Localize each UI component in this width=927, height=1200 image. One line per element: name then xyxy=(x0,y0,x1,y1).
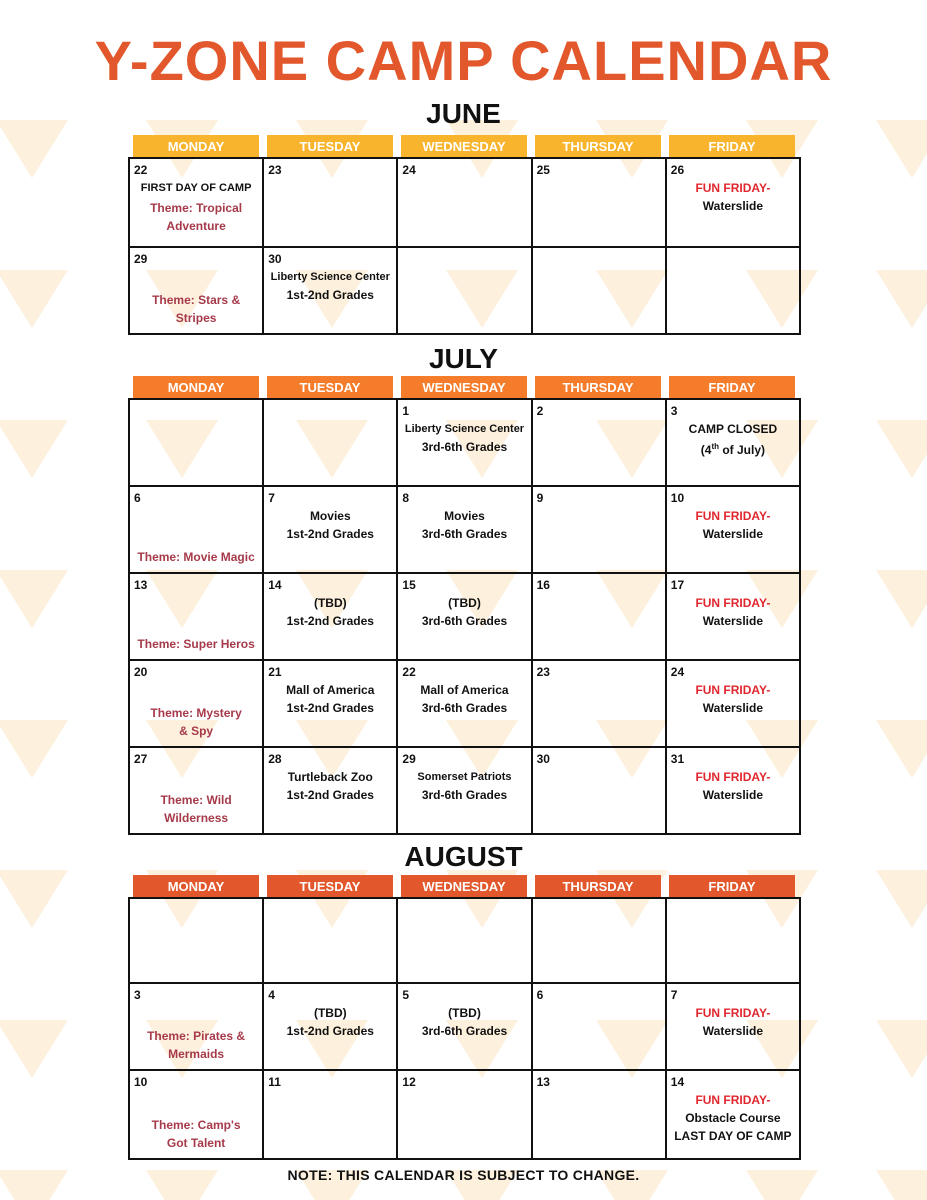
day-cell xyxy=(398,899,532,984)
theme-line: Theme: Mystery xyxy=(150,706,242,720)
day-header-wednesday: WEDNESDAY xyxy=(401,376,527,398)
month-title-july: JULY xyxy=(428,343,498,374)
date-number: 15 xyxy=(402,578,416,592)
date-number: 7 xyxy=(268,491,275,505)
day-cell xyxy=(264,574,398,661)
date-number: 25 xyxy=(536,163,550,177)
day-cell xyxy=(264,248,398,335)
date-number: 13 xyxy=(536,1075,550,1089)
date-number: 11 xyxy=(268,1075,281,1089)
theme-label xyxy=(132,199,260,235)
day-cell xyxy=(667,1071,801,1160)
event-line: 1st-2nd Grades xyxy=(286,614,374,628)
day-cell xyxy=(264,661,398,748)
day-header-wednesday: WEDNESDAY xyxy=(401,135,527,157)
month-title-june: JUNE xyxy=(426,98,501,129)
date-number: 5 xyxy=(402,988,410,1002)
day-header-thursday: THURSDAY xyxy=(535,376,661,398)
event-line: Liberty Science Center xyxy=(404,423,525,435)
event-content xyxy=(669,179,797,215)
theme-line: Theme: Tropical xyxy=(150,201,243,215)
background-triangle xyxy=(876,1020,927,1078)
day-header-friday: FRIDAY xyxy=(669,376,795,398)
background-triangle xyxy=(876,720,927,778)
event-content xyxy=(132,179,260,197)
event-line: Mall of America xyxy=(420,683,509,697)
background-triangle xyxy=(0,570,68,628)
day-header-monday: MONDAY xyxy=(133,376,259,398)
date-number: 23 xyxy=(536,665,550,679)
event-line: Liberty Science Center xyxy=(270,271,390,283)
day-cell xyxy=(533,400,667,487)
date-number: 31 xyxy=(670,752,685,766)
event-content xyxy=(669,768,797,804)
date-number: 2 xyxy=(536,404,544,418)
day-cell xyxy=(264,899,398,984)
background-triangle xyxy=(0,420,68,478)
theme-label xyxy=(132,635,260,653)
event-line: LAST DAY OF CAMP xyxy=(674,1129,792,1143)
event-line: 1st-2nd Grades xyxy=(286,788,374,802)
day-cell xyxy=(533,159,667,248)
event-line: 3rd-6th Grades xyxy=(421,701,508,715)
background-triangle xyxy=(876,270,927,328)
background-triangle xyxy=(876,570,927,628)
day-cell xyxy=(533,487,667,574)
event-content xyxy=(400,420,528,456)
background-triangle xyxy=(876,870,927,928)
event-line: CAMP CLOSED xyxy=(688,422,778,436)
theme-line: Theme: Pirates & xyxy=(147,1029,246,1043)
date-number: 29 xyxy=(134,252,148,266)
day-header-tuesday: TUESDAY xyxy=(267,376,393,398)
page-title: Y-ZONE CAMP CALENDAR xyxy=(94,29,833,92)
day-cell xyxy=(130,400,264,487)
event-line: Movies xyxy=(309,509,351,523)
day-cell xyxy=(398,400,532,487)
date-number: 20 xyxy=(134,665,148,679)
theme-label xyxy=(132,704,260,740)
date-number: 29 xyxy=(402,752,416,766)
day-cell xyxy=(533,248,667,335)
date-number: 13 xyxy=(134,578,148,592)
day-header-thursday: THURSDAY xyxy=(535,135,661,157)
event-line: Waterslide xyxy=(702,199,764,213)
event-content xyxy=(266,507,394,543)
event-line: Movies xyxy=(444,509,485,523)
fun-friday-label: FUN FRIDAY- xyxy=(695,770,771,784)
event-line: Mall of America xyxy=(286,683,375,697)
date-number: 22 xyxy=(402,665,416,679)
date-number: 28 xyxy=(268,752,282,766)
date-number: 16 xyxy=(536,578,550,592)
date-number: 7 xyxy=(670,988,678,1002)
date-number: 27 xyxy=(134,752,148,766)
date-number: 23 xyxy=(268,163,282,177)
day-cell xyxy=(398,748,532,835)
date-number: 17 xyxy=(670,578,685,592)
date-number: 3 xyxy=(134,988,141,1002)
day-cell xyxy=(130,899,264,984)
day-header-friday: FRIDAY xyxy=(669,875,795,897)
event-line: Somerset Patriots xyxy=(417,771,512,783)
day-cell xyxy=(533,984,667,1071)
event-line: (TBD) xyxy=(313,1006,347,1020)
event-line: 1st-2nd Grades xyxy=(286,701,374,715)
background-triangle xyxy=(0,870,68,928)
event-line: Obstacle Course xyxy=(685,1111,781,1125)
event-line: Turtleback Zoo xyxy=(287,770,373,784)
date-number: 14 xyxy=(268,578,282,592)
date-number: 4 xyxy=(268,988,275,1002)
date-number: 10 xyxy=(670,491,685,505)
background-triangle xyxy=(0,270,68,328)
background-triangle xyxy=(0,1020,68,1078)
event-line: 1st-2nd Grades xyxy=(286,527,374,541)
day-cell xyxy=(667,899,801,984)
event-content xyxy=(669,681,797,717)
day-cell xyxy=(130,159,264,248)
day-cell xyxy=(130,748,264,835)
theme-line: Theme: Super Heros xyxy=(137,637,255,651)
day-cell xyxy=(667,487,801,574)
event-line: (TBD) xyxy=(448,1006,481,1020)
day-cell xyxy=(398,984,532,1071)
event-content xyxy=(400,1004,528,1040)
day-cell xyxy=(264,487,398,574)
fun-friday-label: FUN FRIDAY- xyxy=(695,509,771,523)
day-cell xyxy=(264,159,398,248)
theme-label xyxy=(132,548,260,566)
calendar-grid-june xyxy=(128,157,801,335)
theme-line: Theme: Camp's xyxy=(151,1118,241,1132)
event-content xyxy=(266,1004,394,1040)
date-number: 24 xyxy=(670,665,685,679)
theme-line: Theme: Movie Magic xyxy=(137,550,255,564)
day-cell xyxy=(398,487,532,574)
calendar-grid-august xyxy=(128,897,801,1160)
day-cell xyxy=(533,899,667,984)
event-content xyxy=(400,681,528,717)
event-line: 1st-2nd Grades xyxy=(286,288,374,302)
day-header-monday: MONDAY xyxy=(133,875,259,897)
event-line: 3rd-6th Grades xyxy=(421,440,508,454)
date-number: 14 xyxy=(670,1075,685,1089)
day-cell xyxy=(398,661,532,748)
background-triangle xyxy=(876,420,927,478)
day-header-row-june xyxy=(133,135,795,157)
theme-line: Theme: Wild xyxy=(160,793,232,807)
event-content xyxy=(266,768,394,804)
day-cell xyxy=(667,984,801,1071)
day-cell xyxy=(398,574,532,661)
theme-line: Theme: Stars & Stripes xyxy=(152,293,241,325)
event-line: Waterslide xyxy=(702,788,764,802)
day-cell xyxy=(667,748,801,835)
day-cell xyxy=(533,574,667,661)
event-line: Waterslide xyxy=(702,1024,764,1038)
day-header-tuesday: TUESDAY xyxy=(267,135,393,157)
event-content xyxy=(669,420,797,459)
theme-line: Adventure xyxy=(166,219,226,233)
event-content xyxy=(669,1091,797,1145)
date-number: 30 xyxy=(536,752,550,766)
theme-label xyxy=(132,791,260,827)
event-line: 1st-2nd Grades xyxy=(286,1024,374,1038)
fun-friday-label: FUN FRIDAY- xyxy=(695,1006,771,1020)
day-cell xyxy=(533,1071,667,1160)
month-title-august: AUGUST xyxy=(404,841,523,872)
date-number: 6 xyxy=(536,988,544,1002)
day-cell xyxy=(667,400,801,487)
day-cell xyxy=(264,1071,398,1160)
event-line: 3rd-6th Grades xyxy=(421,1024,508,1038)
day-cell xyxy=(667,574,801,661)
day-cell xyxy=(264,748,398,835)
event-content xyxy=(400,594,528,630)
day-cell xyxy=(130,1071,264,1160)
date-number: 22 xyxy=(134,163,148,177)
day-cell xyxy=(264,984,398,1071)
day-cell xyxy=(130,248,264,335)
day-cell xyxy=(130,984,264,1071)
day-header-thursday: THURSDAY xyxy=(535,875,661,897)
event-content xyxy=(669,594,797,630)
day-header-tuesday: TUESDAY xyxy=(267,875,393,897)
date-number: 3 xyxy=(670,404,678,418)
day-cell xyxy=(130,574,264,661)
event-line: FIRST DAY OF CAMP xyxy=(140,182,252,194)
background-triangle xyxy=(0,720,68,778)
date-number: 26 xyxy=(670,163,685,177)
date-number: 21 xyxy=(268,665,282,679)
day-header-monday: MONDAY xyxy=(133,135,259,157)
day-cell xyxy=(667,248,801,335)
day-cell xyxy=(667,159,801,248)
date-number: 9 xyxy=(536,491,544,505)
event-content xyxy=(400,768,528,804)
theme-line: Wilderness xyxy=(164,811,229,825)
theme-label xyxy=(132,1027,260,1063)
day-header-wednesday: WEDNESDAY xyxy=(401,875,527,897)
event-line: Waterslide xyxy=(702,614,764,628)
day-header-friday: FRIDAY xyxy=(669,135,795,157)
event-content xyxy=(669,1004,797,1040)
event-line: Waterslide xyxy=(702,701,764,715)
event-content xyxy=(266,268,394,304)
theme-label xyxy=(132,291,260,327)
day-header-row-july xyxy=(133,376,795,398)
day-cell xyxy=(533,661,667,748)
event-content xyxy=(400,507,528,543)
day-cell xyxy=(130,487,264,574)
theme-line: & Spy xyxy=(179,724,214,738)
event-content xyxy=(266,681,394,717)
calendar-grid-july xyxy=(128,398,801,835)
day-cell xyxy=(398,1071,532,1160)
date-number: 24 xyxy=(402,163,416,177)
fun-friday-label: FUN FRIDAY- xyxy=(695,596,771,610)
date-number: 10 xyxy=(134,1075,148,1089)
day-cell xyxy=(264,400,398,487)
date-number: 1 xyxy=(402,404,410,418)
event-line: (TBD) xyxy=(448,596,481,610)
day-cell xyxy=(533,748,667,835)
fun-friday-label: FUN FRIDAY- xyxy=(695,683,771,697)
day-cell xyxy=(130,661,264,748)
event-line: 3rd-6th Grades xyxy=(421,527,508,541)
theme-label xyxy=(132,1116,260,1152)
date-number: 6 xyxy=(134,491,141,505)
date-number: 30 xyxy=(268,252,282,266)
event-content xyxy=(669,507,797,543)
day-cell xyxy=(398,248,532,335)
date-number: 12 xyxy=(402,1075,416,1089)
event-content xyxy=(266,594,394,630)
date-number: 8 xyxy=(402,491,410,505)
day-cell xyxy=(398,159,532,248)
event-line: 3rd-6th Grades xyxy=(421,614,508,628)
theme-line: Mermaids xyxy=(168,1047,225,1061)
event-line: Waterslide xyxy=(702,527,764,541)
day-cell xyxy=(667,661,801,748)
theme-line: Got Talent xyxy=(166,1136,226,1150)
event-line: (TBD) xyxy=(313,596,347,610)
disclaimer-note: NOTE: THIS CALENDAR IS SUBJECT TO CHANGE. xyxy=(287,1167,640,1183)
day-header-row-august xyxy=(133,875,795,897)
event-line: 3rd-6th Grades xyxy=(421,788,508,802)
fun-friday-label: FUN FRIDAY- xyxy=(695,1093,771,1107)
fun-friday-label: FUN FRIDAY- xyxy=(695,181,771,195)
event-line: (4th of July) xyxy=(700,442,766,457)
